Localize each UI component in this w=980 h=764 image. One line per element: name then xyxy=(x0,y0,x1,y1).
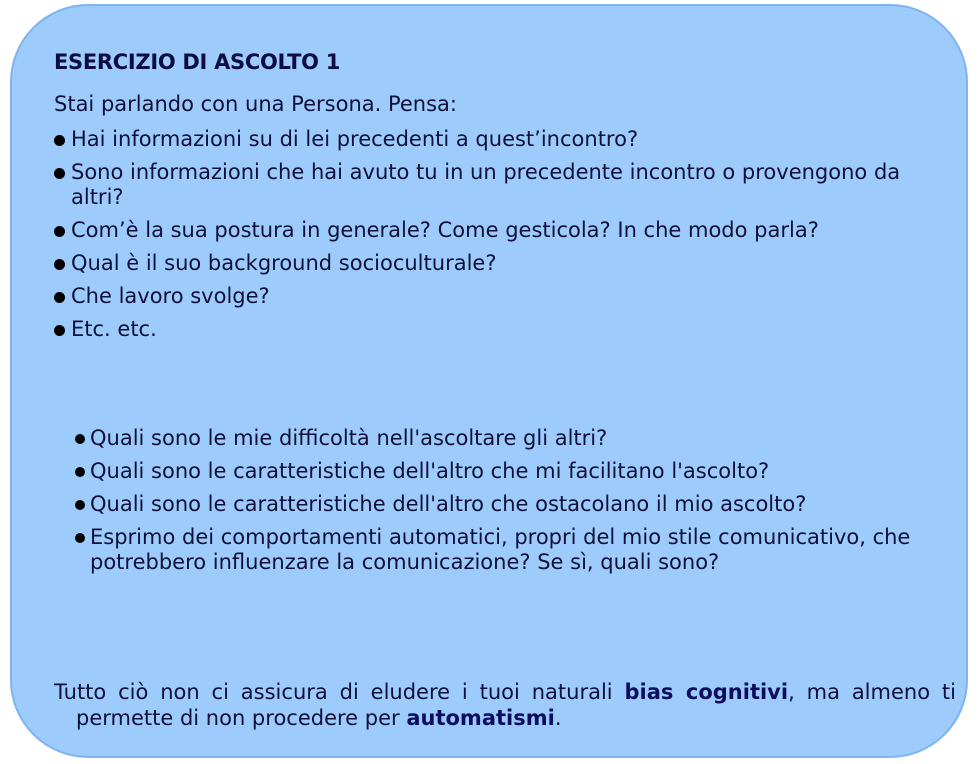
list-item: Qual è il suo background socioculturale? xyxy=(52,251,932,276)
list-item: Quali sono le mie difficoltà nell'ascoltare gli altri? xyxy=(72,426,932,451)
list-item: Quali sono le caratteristiche dell'altro che ostacolano il mio ascolto? xyxy=(72,492,932,517)
bias-cognitivi-emphasis: bias cognitivi xyxy=(624,680,789,704)
conclusion-text xyxy=(54,679,956,731)
list-item: Sono informazioni che hai avuto tu in un precedente incontro o provengono da altri? xyxy=(52,160,932,210)
conclusion-part-2: , ma almeno ti permette di non procedere per xyxy=(76,680,956,730)
list-item: Quali sono le caratteristiche dell'altro che mi facilitano l'ascolto? xyxy=(72,459,932,484)
conclusion-part-1: Tutto ciò non ci assicura di eludere i tuoi naturali xyxy=(54,680,625,704)
primary-question-list xyxy=(52,127,932,350)
list-item: Esprimo dei comportamenti automatici, propri del mio stile comunicativo, che potrebbero influenzare la comunicazione? Se sì, quali sono? xyxy=(72,525,932,575)
exercise-title: ESERCIZIO DI ASCOLTO 1 xyxy=(54,50,341,74)
automatismi-emphasis: automatismi xyxy=(406,706,555,730)
reflection-question-list xyxy=(72,426,932,583)
list-item: Com’è la sua postura in generale? Come gesticola? In che modo parla? xyxy=(52,218,932,243)
exercise-intro: Stai parlando con una Persona. Pensa: xyxy=(54,92,457,116)
list-item: Etc. etc. xyxy=(52,317,932,342)
exercise-card xyxy=(10,4,968,758)
conclusion-part-3: . xyxy=(554,706,562,730)
list-item: Che lavoro svolge? xyxy=(52,284,932,309)
list-item: Hai informazioni su di lei precedenti a quest’incontro? xyxy=(52,127,932,152)
